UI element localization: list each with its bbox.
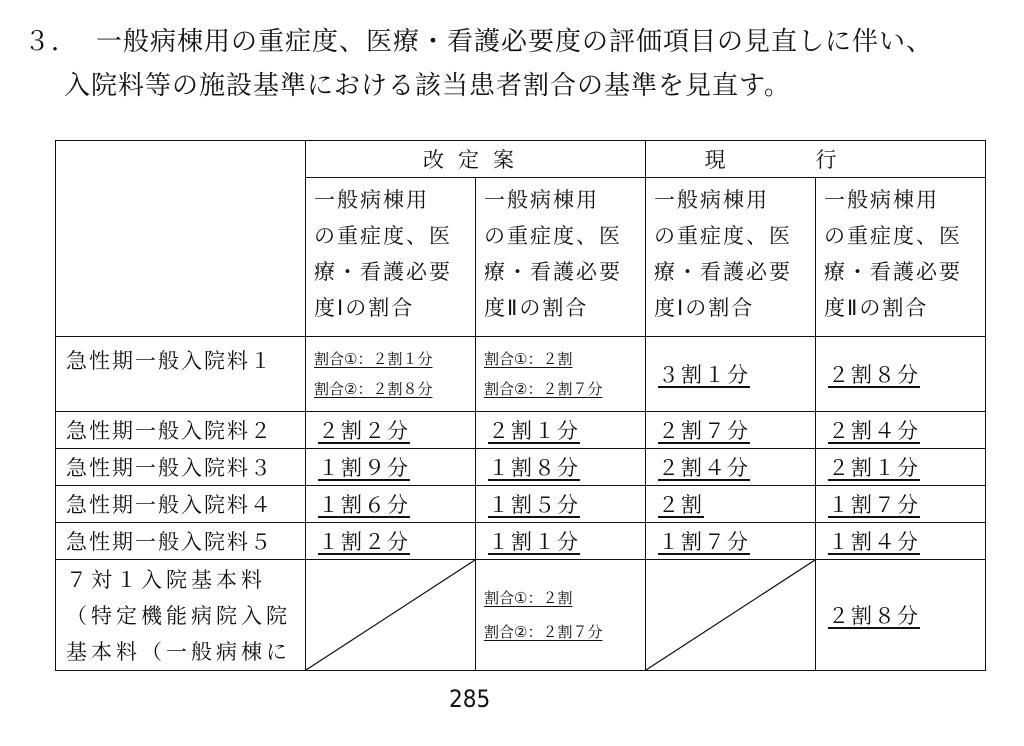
column-header-2-line-2: の重症度、医 [484,224,622,248]
row-label: 急性期一般入院料４ [56,486,306,523]
table-cell: ２割７分 [646,412,816,449]
heading-text-1: 一般病棟用の重症度、医療・看護必要度の評価項目の見直しに伴い、 [96,27,934,57]
ratio-2: 割合②：２割７分 [484,623,603,641]
table-cell: １割７分 [816,486,986,523]
row-label-line-2: （特定機能病院入院 [66,604,291,628]
table-cell: ２割２分 [306,412,476,449]
row-label: 急性期一般入院料５ [56,523,306,560]
table-cell: ３割１分 [646,337,816,412]
column-header-3 [646,178,816,337]
table-cell [476,337,646,412]
ratio-2: 割合②：２割８分 [314,380,433,398]
table-cell: ２割 [646,486,816,523]
column-header-1-line-4: 度Ⅰの割合 [314,296,415,320]
column-header-2-line-1: 一般病棟用 [484,188,599,212]
table-cell: １割５分 [476,486,646,523]
column-header-4-line-2: の重症度、医 [824,224,962,248]
column-header-4-line-1: 一般病棟用 [824,188,939,212]
table-cell: ２割４分 [646,449,816,486]
heading-line-1 [24,20,933,64]
ratio-2: 割合②：２割７分 [484,380,603,398]
column-header-1-line-1: 一般病棟用 [314,188,429,212]
section-number: ３． [24,27,79,57]
column-header-2 [476,178,646,337]
diagonal-line [646,560,815,670]
table-cell: ２割１分 [816,449,986,486]
table-row [56,560,986,671]
column-header-3-line-2: の重症度、医 [654,224,792,248]
table-row [56,412,986,449]
column-header-2-line-3: 療・看護必要 [484,260,622,284]
section-heading [24,20,933,108]
table-cell: ２割８分 [816,337,986,412]
column-header-1-line-3: 療・看護必要 [314,260,452,284]
column-header-3-line-1: 一般病棟用 [654,188,769,212]
table-cell: ２割８分 [816,560,986,671]
row-label-line-1: ７対１入院基本料 [66,568,266,592]
row-label [56,560,306,671]
table-cell [476,560,646,671]
table-row [56,449,986,486]
table-row [56,523,986,560]
table-row [56,486,986,523]
group-header-revised: 改定案 [306,141,646,178]
table-cell: １割７分 [646,523,816,560]
ratio-1: 割合①：２割１分 [314,350,433,368]
column-header-2-line-4: 度Ⅱの割合 [484,296,589,320]
column-header-1-line-2: の重症度、医 [314,224,452,248]
column-header-4 [816,178,986,337]
column-header-1 [306,178,476,337]
column-header-3-line-3: 療・看護必要 [654,260,792,284]
not-applicable-cell [306,560,476,671]
row-label-line-3: 基本料（一般病棟に [66,640,291,664]
row-label: 急性期一般入院料２ [56,412,306,449]
table-cell: １割６分 [306,486,476,523]
table-cell: ２割１分 [476,412,646,449]
heading-line-2: 入院料等の施設基準における該当患者割合の基準を見直す。 [64,71,791,101]
not-applicable-cell [646,560,816,671]
table-cell: １割９分 [306,449,476,486]
table-cell [306,337,476,412]
criteria-table [55,140,986,671]
table-row [56,337,986,412]
group-header-row [56,141,986,178]
column-header-4-line-4: 度Ⅱの割合 [824,296,929,320]
ratio-1: 割合①：２割 [484,350,573,368]
table-cell: １割２分 [306,523,476,560]
table-cell: １割８分 [476,449,646,486]
ratio-1: 割合①：２割 [484,589,573,607]
row-label: 急性期一般入院料１ [56,337,306,412]
table-cell: １割１分 [476,523,646,560]
row-label: 急性期一般入院料３ [56,449,306,486]
table-cell: ２割４分 [816,412,986,449]
corner-cell [56,141,306,337]
page-number: 285 [449,685,491,713]
table-cell: １割４分 [816,523,986,560]
group-header-current: 現行 [646,141,986,178]
column-header-4-line-3: 療・看護必要 [824,260,962,284]
column-header-3-line-4: 度Ⅰの割合 [654,296,755,320]
diagonal-line [306,560,475,670]
